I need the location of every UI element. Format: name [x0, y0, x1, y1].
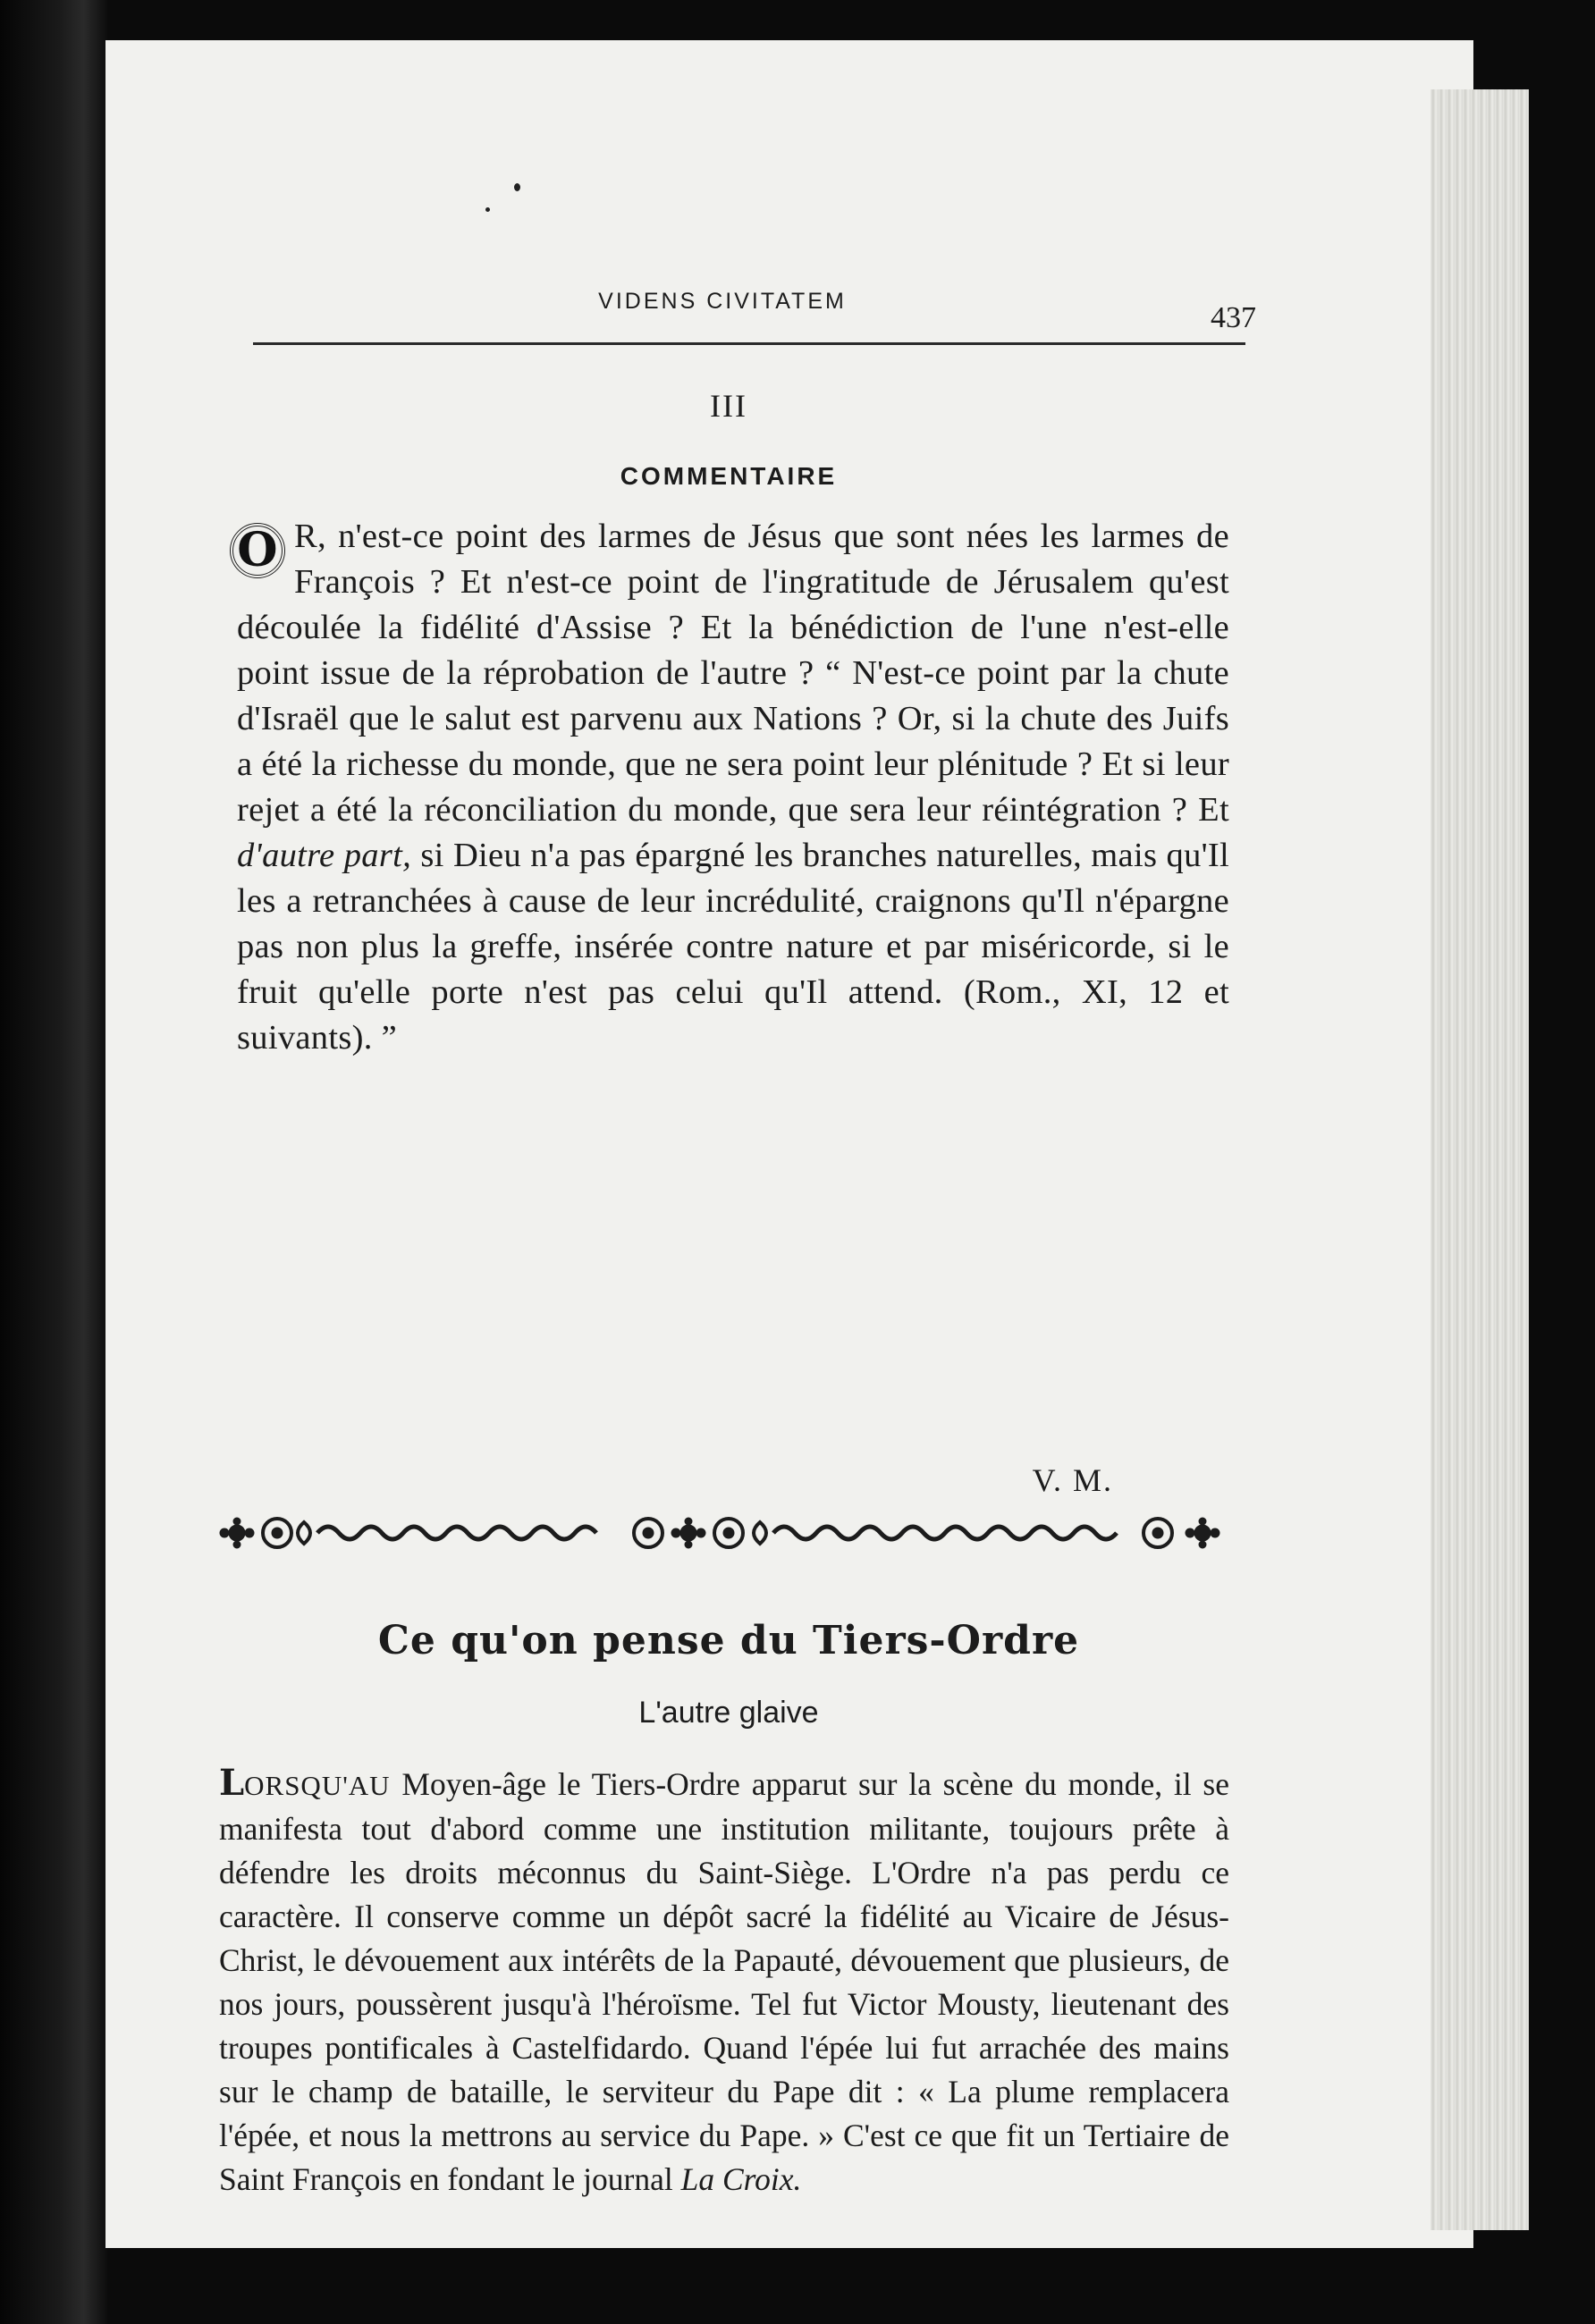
rosette-icon: [1144, 1519, 1172, 1547]
fleuron-icon: [1186, 1518, 1219, 1548]
article-text: Moyen-âge le Tiers-Ordre apparut sur la scène du monde, il se manifesta tout d'abord comme une institution militante, toujours prête à défendre les droits méconnus du Saint-Siège. L'Ordre n'a pas perdu ce caractère. Il conserve comme un dépôt sacré la fidélité au Vicaire de Jésus-Christ, le dévouement aux intérêts de la Papauté, dévouement que plusieurs, de nos jours, poussèrent jusqu'à l'héroïsme. Tel fut Victor Mousty, lieutenant des troupes pontificales à Castelfidardo. Quand l'épée lui fut arrachée des mains sur le champ de bataille, le serviteur du Pape dit : « La plume remplacera l'épée, et nous la mettrons au service du Pape. » C'est ce que fit un Tertiaire de Saint François en fondant le journal: [219, 1766, 1229, 2197]
text-block: [219, 273, 1256, 2197]
rosette-icon: [714, 1519, 743, 1547]
commentary-italic: d'autre part,: [237, 837, 412, 874]
article-title: Ce qu'on pense du Tiers-Ordre: [377, 1618, 1080, 1663]
author-signature: V. M.: [1032, 1462, 1113, 1498]
decorative-ornament: [219, 1506, 1229, 1560]
dropcap-initial: L: [219, 1762, 245, 1804]
ink-speck: [514, 183, 520, 191]
commentary-text: n'est-ce point des larmes de Jésus que sont nées les larmes de François ? Et n'est-ce point de l'ingratitude de Jérusalem qu'est découlée la fidélité d'Assise ? Et la bénédiction de l'une n'est-elle point issue de la réprobation de l'autre ? “ N'est-ce point par la chute d'Israël que le salut est parvenu aux Nations ? Or, si la chute des Juifs a été la richesse du monde, que ne sera point leur plénitude ? Et si leur rejet a été la réconciliation du monde, que sera leur réintégration ? Et: [237, 518, 1229, 829]
newspaper-name: La Croix.: [680, 2161, 802, 2197]
lead-word: ORSQU'AU: [244, 1770, 391, 1801]
page-edges: [1430, 89, 1529, 2230]
fleuron-icon: [671, 1518, 705, 1548]
fleuron-icon: [220, 1518, 254, 1548]
article-paragraph: [219, 1761, 1229, 2202]
ink-speck: [485, 207, 490, 212]
section-title: COMMENTAIRE: [620, 462, 838, 490]
commentary-paragraph: [237, 514, 1229, 1061]
commentary-text-end: si Dieu n'a pas épargné les branches naturelles, mais qu'Il les a retranchées à cause de leur incrédulité, craignons qu'Il n'épargne pas non plus la greffe, insérée contre nature et par miséricorde, si le fruit qu'elle porte n'est pas celui qu'Il attend. (Rom., XI, 12 et suivants). ”: [237, 837, 1229, 1057]
lead-word: R,: [294, 518, 326, 555]
section-numeral: III: [710, 388, 747, 424]
dropcap-initial: O: [230, 523, 285, 578]
rosette-icon: [263, 1519, 291, 1547]
article-subtitle: L'autre glaive: [638, 1696, 819, 1730]
page-number: 437: [1211, 301, 1256, 334]
rosette-icon: [634, 1519, 662, 1547]
running-head: [253, 273, 1256, 345]
book-binding: [0, 0, 107, 2324]
running-title: VIDENS CIVITATEM: [598, 289, 847, 314]
